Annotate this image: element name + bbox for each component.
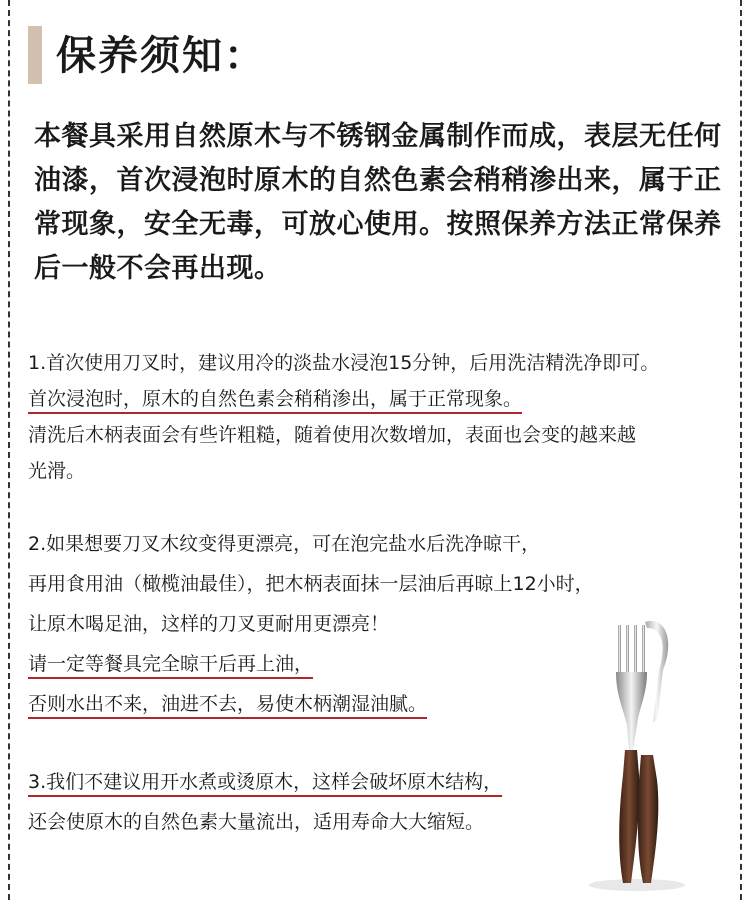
section1-line1: 1.首次使用刀叉时，建议用冷的淡盐水浸泡15分钟，后用洗洁精洗净即可。 bbox=[28, 352, 660, 374]
section1-line4: 光滑。 bbox=[28, 460, 86, 482]
section3-line1: 3.我们不建议用开水煮或烫原木，这样会破坏原木结构， bbox=[28, 771, 503, 793]
title-accent-bar bbox=[28, 26, 42, 84]
section1-line2: 首次浸泡时，原木的自然色素会稍稍渗出，属于正常现象。 bbox=[28, 388, 523, 410]
page-title: 保养须知： bbox=[56, 32, 266, 79]
section1-line3: 清洗后木柄表面会有些许粗糙，随着使用次数增加，表面也会变的越来越 bbox=[28, 424, 637, 446]
section3-line2: 还会使原木的自然色素大量流出，适用寿命大大缩短。 bbox=[28, 811, 485, 833]
section2-line1: 2.如果想要刀叉木纹变得更漂亮，可在泡完盐水后洗净晾干， bbox=[28, 533, 541, 555]
section2-line4: 请一定等餐具完全晾干后再上油， bbox=[28, 653, 314, 675]
intro-paragraph: 本餐具采用自然原木与不锈钢金属制作而成，表层无任何油漆，首次浸泡时原木的自然色素会稍稍渗出来，属于正常现象，安全无毒，可放心使用。按照保养方法正常保养后一般不会再出现。 bbox=[34, 121, 722, 284]
fork-knife-image bbox=[575, 600, 700, 900]
dashed-border-right bbox=[740, 0, 742, 900]
dashed-border-left bbox=[8, 0, 10, 900]
care-section-1 bbox=[28, 345, 718, 489]
section2-line5: 否则水出不来，油进不去，易使木柄潮湿油腻。 bbox=[28, 693, 428, 715]
section2-line3: 让原木喝足油，这样的刀叉更耐用更漂亮！ bbox=[28, 613, 390, 635]
section2-line2: 再用食用油（橄榄油最佳），把木柄表面抹一层油后再晾上12小时， bbox=[28, 573, 594, 595]
